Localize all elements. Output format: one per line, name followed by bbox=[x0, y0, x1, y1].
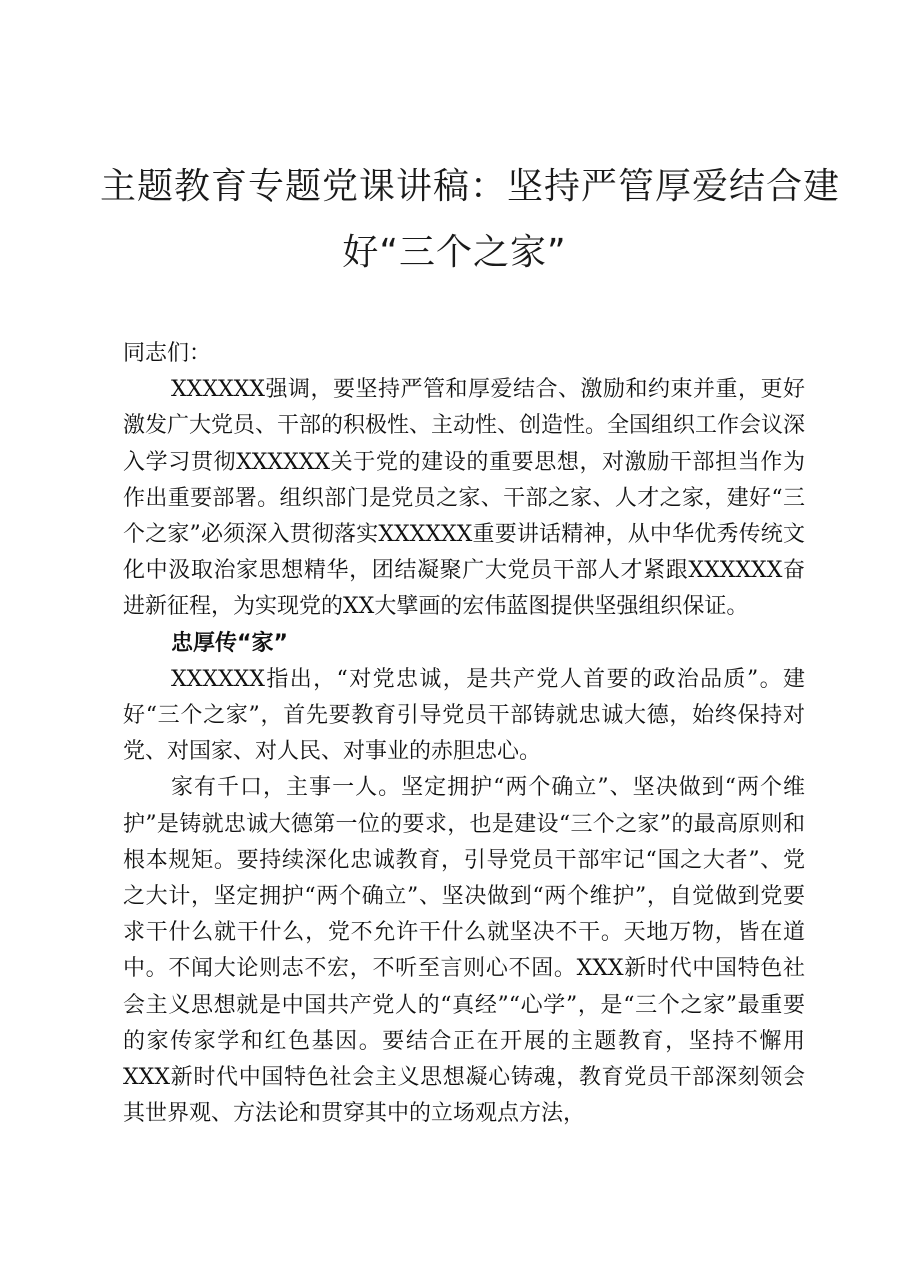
intro-paragraph: XXXXXX强调，要坚持严管和厚爱结合、激励和约束并重，更好激发广大党员、干部的积极性、主动性、创造性。全国组织工作会议深入学习贯彻XXXXXX关于党的建设的重要思想，对激励干部担当作为作出重要部署。组织部门是党员之家、干部之家、人才之家，建好“三个之家”必须深入贯彻落实XXXXXX重要讲话精神，从中华优秀传统文化中汲取治家思想精华，团结凝聚广大党员干部人才紧跟XXXXXX奋进新征程，为实现党的XX大擘画的宏伟蓝图提供坚强组织保证。 bbox=[123, 377, 806, 620]
greeting: 同志们： bbox=[123, 341, 212, 366]
document-body bbox=[123, 336, 805, 1132]
section-paragraph: 家有千口，主事一人。坚定拥护“两个确立”、坚决做到“两个维护”是铸就忠诚大德第一位的要求，也是建设“三个之家”的最高原则和根本规矩。要持续深化忠诚教育，引导党员干部牢记“国之大者”、党之大计，坚定拥护“两个确立”、坚决做到“两个维护”，自觉做到党要求干什么就干什么，党不允许干什么就坚决不干。天地万物，皆在道中。不闻大论则志不宏，不听至言则心不固。XXX新时代中国特色社会主义思想就是中国共产党人的“真经”“心学”，是“三个之家”最重要的家传家学和红色基因。要结合正在开展的主题教育，坚持不懈用XXX新时代中国特色社会主义思想凝心铸魂，教育党员干部深刻领会其世界观、方法论和贯穿其中的立场观点方法， bbox=[123, 775, 805, 1127]
section-paragraph: XXXXXX指出，“对党忠诚，是共产党人首要的政治品质”。建好“三个之家”，首先要教育引导党员干部铸就忠诚大德，始终保持对党、对国家、对人民、对事业的赤胆忠心。 bbox=[123, 666, 805, 765]
document-title bbox=[100, 154, 841, 286]
title-line-1: 主题教育专题党课讲稿：坚持严管厚爱结合建 bbox=[100, 166, 841, 207]
section-heading: 忠厚传“家” bbox=[171, 630, 288, 656]
title-line-2: 好“三个之家” bbox=[342, 232, 567, 273]
